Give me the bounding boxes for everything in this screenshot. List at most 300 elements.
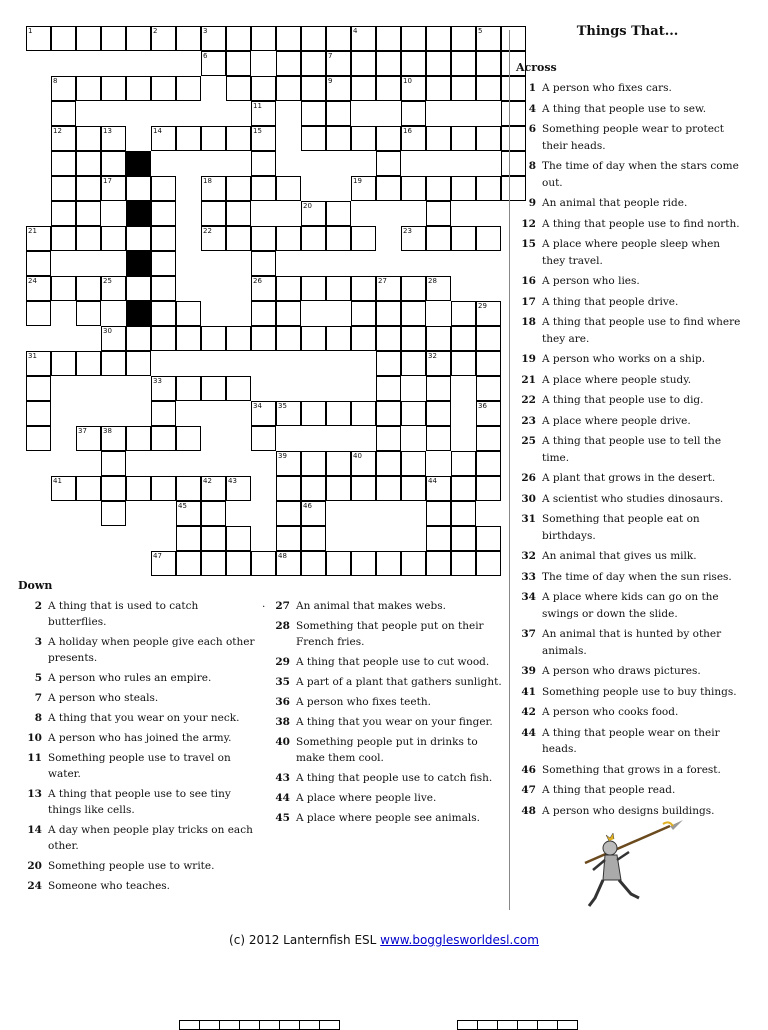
crossword-cell[interactable]	[451, 501, 476, 526]
crossword-cell[interactable]	[26, 251, 51, 276]
crossword-cell[interactable]	[126, 26, 151, 51]
crossword-cell[interactable]	[276, 176, 301, 201]
clue-number: 39	[521, 665, 536, 677]
clue-text: A thing that people use to see tiny things like cells.	[48, 788, 231, 816]
crossword-cell[interactable]	[251, 426, 276, 451]
crossword-cell[interactable]	[326, 226, 351, 251]
crossword-cell[interactable]	[451, 351, 476, 376]
crossword-cell[interactable]	[76, 151, 101, 176]
crossword-cell[interactable]	[426, 476, 451, 501]
down-col2-mark: .	[262, 598, 266, 610]
crossword-cell[interactable]	[401, 276, 426, 301]
crossword-cell[interactable]	[251, 101, 276, 126]
crossword-cell[interactable]	[376, 26, 401, 51]
crossword-cell[interactable]	[51, 476, 76, 501]
clue-number: 41	[521, 685, 536, 698]
crossword-cell[interactable]	[426, 501, 451, 526]
crossword-cell[interactable]	[301, 51, 326, 76]
crossword-cell[interactable]	[401, 176, 426, 201]
crossword-cell[interactable]	[301, 451, 326, 476]
crossword-cell[interactable]	[301, 201, 326, 226]
crossword-cell[interactable]	[176, 476, 201, 501]
crossword-cell[interactable]	[301, 26, 326, 51]
crossword-cell[interactable]	[76, 226, 101, 251]
cell-number: 11	[253, 102, 262, 110]
crossword-cell[interactable]	[151, 176, 176, 201]
crossword-cell[interactable]	[126, 476, 151, 501]
crossword-cell[interactable]	[226, 476, 251, 501]
crossword-cell[interactable]	[426, 376, 451, 401]
crossword-cell[interactable]	[251, 326, 276, 351]
crossword-cell[interactable]	[376, 551, 401, 576]
crossword-cell[interactable]	[51, 26, 76, 51]
crossword-cell[interactable]	[376, 326, 401, 351]
crossword-cell[interactable]	[351, 276, 376, 301]
crossword-cell[interactable]	[451, 476, 476, 501]
crossword-cell[interactable]	[476, 126, 501, 151]
crossword-cell[interactable]	[426, 526, 451, 551]
crossword-cell[interactable]	[276, 226, 301, 251]
crossword-cell[interactable]	[451, 26, 476, 51]
crossword-cell[interactable]	[26, 401, 51, 426]
crossword-cell[interactable]	[351, 401, 376, 426]
crossword-cell[interactable]	[201, 376, 226, 401]
crossword-cell[interactable]	[226, 201, 251, 226]
crossword-cell[interactable]	[101, 426, 126, 451]
crossword-cell[interactable]	[51, 151, 76, 176]
crossword-cell[interactable]	[301, 526, 326, 551]
crossword-cell[interactable]	[201, 551, 226, 576]
crossword-cell[interactable]	[476, 526, 501, 551]
crossword-cell[interactable]	[326, 401, 351, 426]
crossword-cell[interactable]	[76, 301, 101, 326]
crossword-cell[interactable]	[176, 526, 201, 551]
crossword-cell[interactable]	[101, 126, 126, 151]
crossword-cell[interactable]	[26, 376, 51, 401]
crossword-cell[interactable]	[326, 326, 351, 351]
crossword-cell[interactable]	[451, 176, 476, 201]
crossword-cell[interactable]	[401, 451, 426, 476]
crossword-cell[interactable]	[476, 51, 501, 76]
crossword-cell[interactable]	[376, 151, 401, 176]
clue-number: 37	[521, 628, 536, 640]
crossword-cell[interactable]	[76, 126, 101, 151]
clue-text: A person who steals.	[48, 692, 159, 704]
crossword-cell[interactable]	[226, 51, 251, 76]
crossword-cell[interactable]	[251, 76, 276, 101]
crossword-cell[interactable]	[301, 476, 326, 501]
crossword-cell[interactable]	[401, 101, 426, 126]
clue-number: 1	[528, 82, 536, 94]
crossword-cell[interactable]	[126, 76, 151, 101]
crossword-cell[interactable]	[351, 551, 376, 576]
crossword-cell[interactable]	[426, 401, 451, 426]
crossword-cell[interactable]	[451, 51, 476, 76]
crossword-cell[interactable]	[476, 376, 501, 401]
crossword-cell[interactable]	[326, 76, 351, 101]
crossword-cell[interactable]	[326, 476, 351, 501]
crossword-cell[interactable]	[376, 126, 401, 151]
crossword-cell[interactable]	[301, 401, 326, 426]
crossword-cell[interactable]	[76, 201, 101, 226]
crossword-cell[interactable]	[101, 226, 126, 251]
clue-text: Something people use to travel on water.	[48, 752, 231, 780]
crossword-cell[interactable]	[451, 326, 476, 351]
crossword-cell[interactable]	[476, 26, 501, 51]
cell-number: 29	[478, 302, 487, 310]
cell-number: 42	[203, 477, 212, 485]
crossword-cell[interactable]	[401, 476, 426, 501]
crossword-cell[interactable]	[51, 351, 76, 376]
crossword-cell[interactable]	[101, 326, 126, 351]
crossword-cell[interactable]	[101, 501, 126, 526]
crossword-cell[interactable]	[151, 426, 176, 451]
crossword-cell[interactable]	[376, 51, 401, 76]
crossword-cell[interactable]	[276, 51, 301, 76]
crossword-cell[interactable]	[426, 551, 451, 576]
crossword-cell[interactable]	[276, 476, 301, 501]
clue-number: 15	[521, 238, 536, 250]
clue-text: A person who lies.	[542, 275, 640, 287]
crossword-cell[interactable]	[101, 476, 126, 501]
crossword-cell[interactable]	[26, 26, 51, 51]
crossword-cell[interactable]	[176, 26, 201, 51]
crossword-cell[interactable]	[376, 76, 401, 101]
crossword-cell[interactable]	[201, 326, 226, 351]
crossword-cell[interactable]	[301, 326, 326, 351]
crossword-cell[interactable]	[201, 501, 226, 526]
crossword-cell[interactable]	[26, 226, 51, 251]
crossword-cell[interactable]	[276, 526, 301, 551]
crossword-cell[interactable]	[151, 201, 176, 226]
crossword-cell[interactable]	[176, 551, 201, 576]
clue-down-col2-45	[266, 810, 506, 826]
crossword-cell[interactable]	[301, 126, 326, 151]
crossword-cell[interactable]	[226, 26, 251, 51]
crossword-cell[interactable]	[101, 151, 126, 176]
clue-text: An animal that makes webs.	[296, 600, 446, 612]
cell-number: 37	[78, 427, 87, 435]
crossword-cell[interactable]	[326, 276, 351, 301]
crossword-cell[interactable]	[301, 501, 326, 526]
crossword-cell[interactable]	[451, 226, 476, 251]
crossword-cell[interactable]	[276, 76, 301, 101]
crossword-cell[interactable]	[451, 126, 476, 151]
crossword-cell[interactable]	[301, 101, 326, 126]
crossword-cell[interactable]	[151, 376, 176, 401]
crossword-cell[interactable]	[451, 526, 476, 551]
crossword-cell[interactable]	[326, 51, 351, 76]
crossword-cell[interactable]	[376, 376, 401, 401]
crossword-cell[interactable]	[176, 76, 201, 101]
crossword-cell[interactable]	[126, 276, 151, 301]
crossword-cell[interactable]	[401, 551, 426, 576]
crossword-cell[interactable]	[476, 351, 501, 376]
crossword-cell[interactable]	[426, 26, 451, 51]
crossword-cell[interactable]	[126, 326, 151, 351]
crossword-cell[interactable]	[151, 301, 176, 326]
crossword-cell[interactable]	[276, 276, 301, 301]
clue-text: A thing that people use to sew.	[542, 102, 707, 115]
crossword-cell[interactable]	[151, 126, 176, 151]
crossword-cell[interactable]	[101, 351, 126, 376]
crossword-cell[interactable]	[401, 51, 426, 76]
crossword-cell[interactable]	[326, 451, 351, 476]
crossword-cell[interactable]	[401, 76, 426, 101]
cell-number: 41	[53, 477, 62, 485]
crossword-cell[interactable]	[376, 476, 401, 501]
crossword-cell[interactable]	[226, 76, 251, 101]
cell-number: 16	[403, 127, 412, 135]
crossword-cell[interactable]	[326, 126, 351, 151]
crossword-cell[interactable]	[351, 476, 376, 501]
crossword-cell[interactable]	[351, 176, 376, 201]
crossword-cell[interactable]	[426, 351, 451, 376]
crossword-cell[interactable]	[151, 251, 176, 276]
clue-text: A thing that you wear on your neck.	[48, 712, 240, 724]
crossword-cell[interactable]	[176, 426, 201, 451]
crossword-cell[interactable]	[26, 426, 51, 451]
crossword-cell[interactable]	[126, 351, 151, 376]
clue-text: The time of day when the sun rises.	[542, 570, 732, 583]
crossword-cell[interactable]	[426, 326, 451, 351]
website-link[interactable]: www.bogglesworldesl.com	[380, 933, 539, 947]
crossword-cell[interactable]	[301, 551, 326, 576]
crossword-cell[interactable]	[51, 226, 76, 251]
crossword-cell[interactable]	[426, 176, 451, 201]
crossword-cell[interactable]	[376, 451, 401, 476]
crossword-cell[interactable]	[326, 551, 351, 576]
clue-number: 24	[27, 880, 42, 892]
crossword-cell[interactable]	[476, 551, 501, 576]
crossword-cell[interactable]	[401, 301, 426, 326]
crossword-cell[interactable]	[476, 301, 501, 326]
crossword-cell[interactable]	[401, 326, 426, 351]
crossword-cell[interactable]	[76, 476, 101, 501]
crossword-cell[interactable]	[426, 226, 451, 251]
crossword-cell[interactable]	[51, 76, 76, 101]
crossword-cell[interactable]	[151, 276, 176, 301]
crossword-cell[interactable]	[351, 126, 376, 151]
answer-boxes-left	[180, 1020, 340, 1030]
crossword-cell[interactable]	[351, 226, 376, 251]
crossword-cell[interactable]	[376, 276, 401, 301]
clue-down-col1-7	[18, 690, 260, 706]
clue-number: 32	[521, 550, 536, 562]
crossword-cell[interactable]	[301, 276, 326, 301]
crossword-cell[interactable]	[226, 326, 251, 351]
crossword-cell[interactable]	[201, 126, 226, 151]
clue-number: 27	[275, 600, 290, 612]
crossword-cell[interactable]	[176, 301, 201, 326]
crossword-black-cell	[126, 251, 151, 276]
clue-number: 6	[528, 123, 536, 135]
crossword-cell[interactable]	[426, 426, 451, 451]
crossword-cell[interactable]	[476, 401, 501, 426]
crossword-cell[interactable]	[76, 26, 101, 51]
crossword-cell[interactable]	[176, 326, 201, 351]
clue-down-col2-27	[266, 598, 506, 614]
crossword-cell[interactable]	[176, 376, 201, 401]
crossword-cell[interactable]	[476, 451, 501, 476]
crossword-cell[interactable]	[176, 501, 201, 526]
crossword-cell[interactable]	[126, 176, 151, 201]
crossword-cell[interactable]	[51, 101, 76, 126]
crossword-cell[interactable]	[201, 476, 226, 501]
crossword-cell[interactable]	[476, 176, 501, 201]
crossword-cell[interactable]	[101, 76, 126, 101]
crossword-cell[interactable]	[201, 176, 226, 201]
crossword-cell[interactable]	[101, 276, 126, 301]
crossword-cell[interactable]	[426, 126, 451, 151]
crossword-cell[interactable]	[426, 76, 451, 101]
crossword-cell[interactable]	[276, 551, 301, 576]
crossword-cell[interactable]	[51, 176, 76, 201]
crossword-cell[interactable]	[151, 401, 176, 426]
crossword-cell[interactable]	[201, 226, 226, 251]
crossword-cell[interactable]	[201, 51, 226, 76]
clue-down-col1-5	[18, 670, 260, 686]
crossword-cell[interactable]	[201, 26, 226, 51]
crossword-cell[interactable]	[201, 201, 226, 226]
crossword-cell[interactable]	[151, 76, 176, 101]
crossword-cell[interactable]	[251, 276, 276, 301]
crossword-cell[interactable]	[401, 26, 426, 51]
crossword-cell[interactable]	[426, 201, 451, 226]
crossword-cell[interactable]	[376, 351, 401, 376]
crossword-cell[interactable]	[276, 451, 301, 476]
crossword-cell[interactable]	[301, 76, 326, 101]
crossword-cell[interactable]	[226, 551, 251, 576]
answer-boxes-right	[458, 1020, 578, 1030]
crossword-cell[interactable]	[451, 301, 476, 326]
crossword-cell[interactable]	[451, 451, 476, 476]
crossword-cell[interactable]	[251, 176, 276, 201]
crossword-cell[interactable]	[251, 251, 276, 276]
crossword-cell[interactable]	[251, 401, 276, 426]
crossword-cell[interactable]	[376, 401, 401, 426]
crossword-cell[interactable]	[251, 551, 276, 576]
crossword-cell[interactable]	[426, 276, 451, 301]
crossword-cell[interactable]	[401, 401, 426, 426]
clue-number: 34	[521, 591, 536, 603]
crossword-cell[interactable]	[226, 376, 251, 401]
crossword-cell[interactable]	[376, 301, 401, 326]
crossword-cell[interactable]	[276, 26, 301, 51]
crossword-cell[interactable]	[376, 176, 401, 201]
crossword-cell[interactable]	[351, 301, 376, 326]
crossword-cell[interactable]	[26, 301, 51, 326]
crossword-cell[interactable]	[476, 476, 501, 501]
crossword-cell[interactable]	[276, 401, 301, 426]
crossword-cell[interactable]	[151, 326, 176, 351]
crossword-cell[interactable]	[51, 126, 76, 151]
crossword-cell[interactable]	[226, 226, 251, 251]
crossword-cell[interactable]	[326, 201, 351, 226]
crossword-cell[interactable]	[401, 351, 426, 376]
crossword-cell[interactable]	[151, 476, 176, 501]
crossword-cell[interactable]	[226, 526, 251, 551]
crossword-cell[interactable]	[26, 276, 51, 301]
crossword-cell[interactable]	[101, 176, 126, 201]
crossword-cell[interactable]	[326, 26, 351, 51]
crossword-cell[interactable]	[151, 26, 176, 51]
crossword-cell[interactable]	[276, 326, 301, 351]
crossword-cell[interactable]	[251, 151, 276, 176]
crossword-cell[interactable]	[451, 76, 476, 101]
clue-across-32	[512, 548, 742, 565]
crossword-cell[interactable]	[351, 76, 376, 101]
crossword-cell[interactable]	[251, 126, 276, 151]
clue-text: A thing that people use to find north.	[542, 217, 740, 230]
crossword-cell[interactable]	[351, 326, 376, 351]
crossword-cell[interactable]	[176, 126, 201, 151]
crossword-cell[interactable]	[76, 76, 101, 101]
footer	[0, 933, 768, 947]
crossword-cell[interactable]	[376, 426, 401, 451]
crossword-cell[interactable]	[476, 226, 501, 251]
crossword-cell[interactable]	[351, 26, 376, 51]
crossword-cell[interactable]	[476, 426, 501, 451]
crossword-cell[interactable]	[26, 351, 51, 376]
crossword-cell[interactable]	[76, 426, 101, 451]
crossword-cell[interactable]	[251, 301, 276, 326]
crossword-cell[interactable]	[476, 326, 501, 351]
crossword-cell[interactable]	[151, 226, 176, 251]
clue-across-47	[512, 782, 742, 799]
crossword-cell[interactable]	[226, 176, 251, 201]
crossword-cell[interactable]	[201, 526, 226, 551]
crossword-cell[interactable]	[101, 451, 126, 476]
crossword-cell[interactable]	[426, 51, 451, 76]
crossword-cell[interactable]	[351, 451, 376, 476]
crossword-cell[interactable]	[401, 126, 426, 151]
crossword-cell[interactable]	[226, 126, 251, 151]
crossword-cell[interactable]	[101, 26, 126, 51]
crossword-cell[interactable]	[76, 351, 101, 376]
crossword-cell[interactable]	[326, 101, 351, 126]
crossword-cell[interactable]	[301, 226, 326, 251]
crossword-cell[interactable]	[251, 26, 276, 51]
cell-number: 43	[228, 477, 237, 485]
crossword-cell[interactable]	[51, 276, 76, 301]
clue-number: 33	[521, 570, 536, 583]
crossword-cell[interactable]	[276, 301, 301, 326]
crossword-cell[interactable]	[76, 176, 101, 201]
clue-number: 43	[275, 772, 290, 784]
crossword-cell[interactable]	[501, 26, 526, 51]
crossword-cell[interactable]	[451, 551, 476, 576]
cell-number: 39	[278, 452, 287, 460]
crossword-cell[interactable]	[126, 426, 151, 451]
crossword-cell[interactable]	[476, 76, 501, 101]
crossword-cell[interactable]	[351, 51, 376, 76]
clue-text: Something that people eat on birthdays.	[542, 513, 700, 542]
clue-text: A thing that people use to tell the time.	[542, 435, 722, 464]
crossword-cell[interactable]	[151, 551, 176, 576]
crossword-cell[interactable]	[251, 226, 276, 251]
crossword-cell[interactable]	[401, 226, 426, 251]
crossword-cell[interactable]	[76, 276, 101, 301]
crossword-cell[interactable]	[276, 501, 301, 526]
crossword-cell[interactable]	[126, 226, 151, 251]
clue-across-18	[512, 314, 742, 347]
crossword-cell[interactable]	[51, 201, 76, 226]
crossword-grid	[26, 26, 502, 576]
cell-number: 15	[253, 127, 262, 135]
cell-number: 38	[103, 427, 112, 435]
cell-number: 6	[203, 52, 208, 60]
